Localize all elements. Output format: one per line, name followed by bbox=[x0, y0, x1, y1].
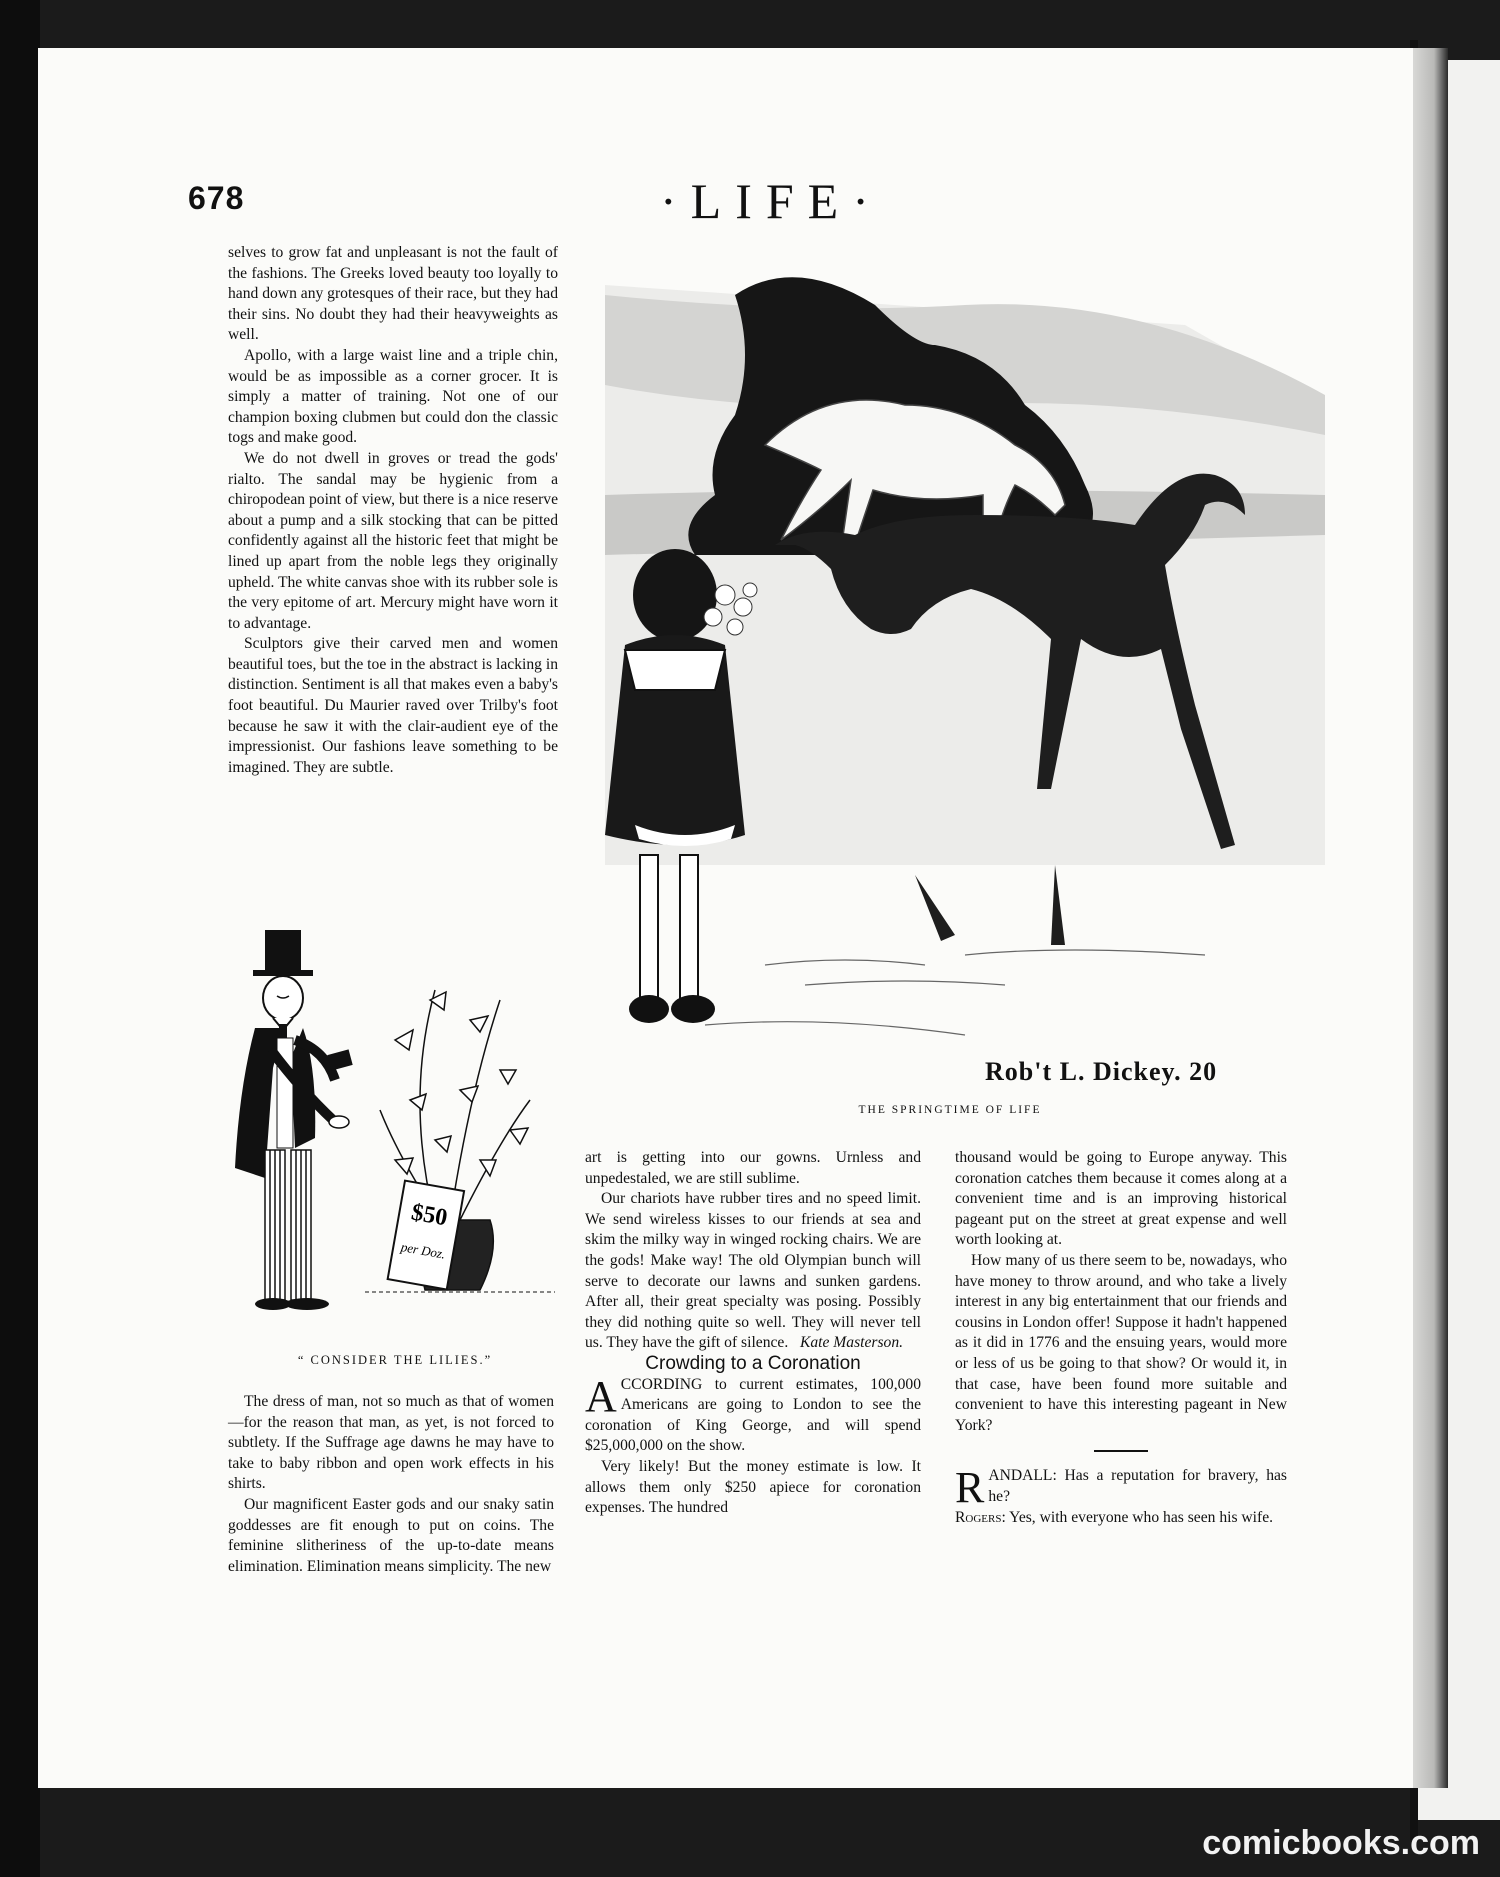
price-sign-amount: $50 bbox=[409, 1199, 450, 1232]
page-spine bbox=[1413, 48, 1448, 1788]
paragraph bbox=[585, 1371, 921, 1457]
paragraph: thousand would be going to Europe anyway. This coronation catches them because it comes along at a convenient time and is an improving historical pageant put on the street at great expense and well worth looking at. bbox=[955, 1149, 1287, 1249]
paragraph: The dress of man, not so much as that of women—for the reason that man, as yet, is not forced to subtlety. If the Suffrage age dawns he may have to take to baby ribbon and open work effects in his shirts. bbox=[228, 1393, 554, 1493]
scan-border-left bbox=[0, 0, 40, 1877]
price-sign-unit: per Doz. bbox=[399, 1239, 447, 1262]
page-number: 678 bbox=[188, 180, 245, 216]
paragraph bbox=[585, 1189, 921, 1354]
watermark: comicbooks.com bbox=[1202, 1824, 1480, 1862]
lilies-caption: “ CONSIDER THE LILIES.” bbox=[297, 1353, 493, 1367]
paragraph-text: CCORDING to current estimates, 100,000 Americans are going to London to see the coronation of King George, and will spend $25,000,000 on the show. bbox=[585, 1375, 921, 1455]
section-divider bbox=[1094, 1450, 1148, 1452]
masthead-title: ·LIFE· bbox=[660, 173, 883, 229]
speaker-name: Rogers bbox=[955, 1508, 1002, 1526]
paragraph-text: ANDALL: Has a reputation for bravery, has he? bbox=[988, 1467, 1287, 1505]
paragraph: Sculptors give their carved men and women beautiful toes, but the toe in the abstract is lacking in distinction. Sentiment is all that makes even a baby's foot beautiful. Du Maurier raved over Trilby's foot because he saw it with the clair-audient eye of the impressionist. Our fashions leave something to be imagined. They are subtle. bbox=[228, 635, 558, 776]
paragraph bbox=[955, 1508, 1287, 1529]
paragraph-text: : Yes, with everyone who has seen his wife. bbox=[1001, 1508, 1274, 1526]
drop-cap: A bbox=[585, 1371, 617, 1421]
paragraph: Our magnificent Easter gods and our snaky satin goddesses are fit enough to put on coins. The feminine slitheriness of the up-to-date means elimination. Elimination means simplicity. The new bbox=[228, 1495, 554, 1575]
paragraph: Very likely! But the money estimate is low. It allows them only $250 apiece for coronation expenses. The hundred bbox=[585, 1457, 921, 1517]
paragraph: Apollo, with a large waist line and a triple chin, would be as impossible as a corner grocer. It is simply a matter of training. Not one of our champion boxing clubmen but could don the classic togs and make good. bbox=[228, 346, 558, 447]
consider-the-lilies-illustration bbox=[195, 920, 565, 1340]
column-d bbox=[955, 1148, 1287, 1528]
springtime-of-life-illustration bbox=[585, 265, 1345, 1100]
author-signature: Kate Masterson. bbox=[799, 1334, 904, 1352]
paragraph: art is getting into our gowns. Urnless and unpedestaled, we are still sublime. bbox=[585, 1149, 921, 1187]
springtime-caption: THE SPRINGTIME OF LIFE bbox=[858, 1104, 1042, 1116]
paragraph-text: Our chariots have rubber tires and no speed limit. We send wireless kisses to our friends at sea and skim the milky way in winged rocking chairs. We are the gods! Make way! The old Olympian bunch will serve to decorate our lawns and sunken gardens. After all, their great specialty was posing. Possibly they did nothing quite so well. They will never tell us. They have the gift of silence. bbox=[585, 1190, 921, 1352]
paragraph: We do not dwell in groves or tread the gods' rialto. The sandal may be hygienic from a chiropodean point of view, but there is a nice reserve about a pump and a silk stocking that can be pitted confidently against all the historic feet that might be lined up apart from the noble legs they originally upheld. The white canvas shoe with its rubber sole is the very epitome of art. Mercury might have worn it to advantage. bbox=[228, 449, 558, 632]
paragraph: selves to grow fat and unpleasant is not the fault of the fashions. The Greeks loved beauty too loyally to hand down any grotesques of their race, but they had their sins. No doubt they had their heavyweights as well. bbox=[228, 244, 558, 344]
column-c bbox=[585, 1148, 921, 1519]
paragraph: How many of us there seem to be, nowadays, who have money to throw around, and who take a lively interest in any big entertainment that our friends and cousins in London offer! Suppose it hadn't happened as it did in 1776 and the ensuing years, would more or less of us be going to that show? Or would it, in that case, have been found more suitable and convenient to have this interesting pageant in New York? bbox=[955, 1251, 1287, 1434]
paragraph bbox=[955, 1463, 1287, 1513]
article-headline: Crowding to a Coronation bbox=[645, 1352, 861, 1374]
column-a bbox=[228, 243, 558, 778]
drop-cap: R bbox=[955, 1463, 985, 1513]
artist-signature: Rob't L. Dickey. 20 bbox=[985, 1057, 1218, 1086]
column-b bbox=[228, 1392, 554, 1577]
